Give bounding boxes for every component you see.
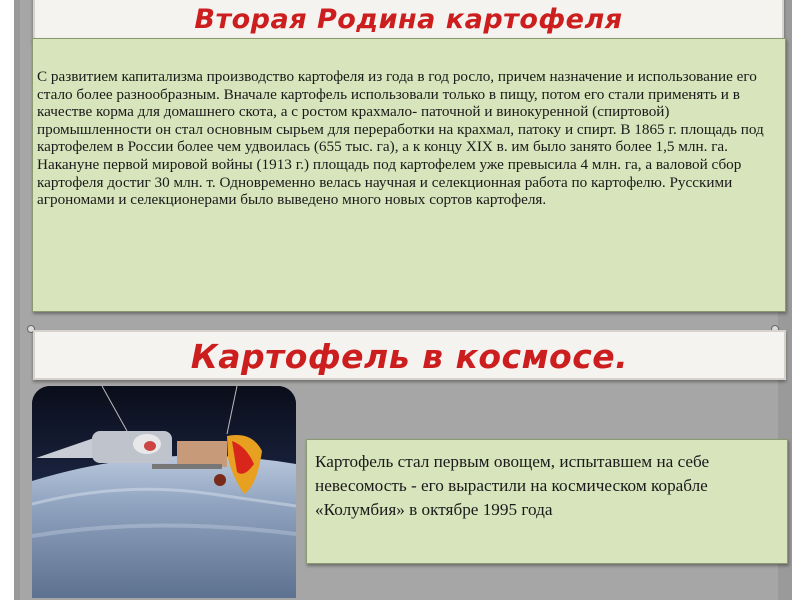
space-title-text: Картофель в космосе (190, 336, 616, 376)
space-info-box (306, 439, 788, 564)
space-title-banner (33, 330, 786, 380)
history-text: С развитием капитализма производство картофеля из года в год росло, причем назначение и использование его стало более разнообразным. Вначале картофель использовали только в пищу, потом его стали применять и в качестве корма для домашнего скота, а с ростом крахмало- паточной и винокуренной (спиртовой) промышленности он стал основным сырьем для переработки на крахмал, патоку и спирт. В 1865 г. площадь под картофелем в России более чем удвоилась (655 тыс. га), а к концу XIX в. им было занято более 1,5 млн. га. Накануне первой мировой войны (1913 г.) площадь под картофелем уже превысила 4 млн. га, а валовой сбор картофеля достиг 30 млн. т. Одновременно велась научная и селекционная работа по картофелю. Русскими агрономами и селекционерами было выведено много новых сортов картофеля. (37, 68, 764, 209)
space-title-dot: . (615, 336, 629, 376)
history-text-box (32, 38, 786, 312)
space-photo (32, 386, 296, 598)
balloon-photo-icon (32, 386, 296, 598)
space-info-text: Картофель стал первым овощем, испытавшем на себе невесомость - его вырастили на космическом корабле «Колумбия» в октябре 1995 года (315, 452, 710, 519)
slide-title: Вторая Родина картофеля (194, 3, 623, 35)
space-title (191, 337, 628, 376)
